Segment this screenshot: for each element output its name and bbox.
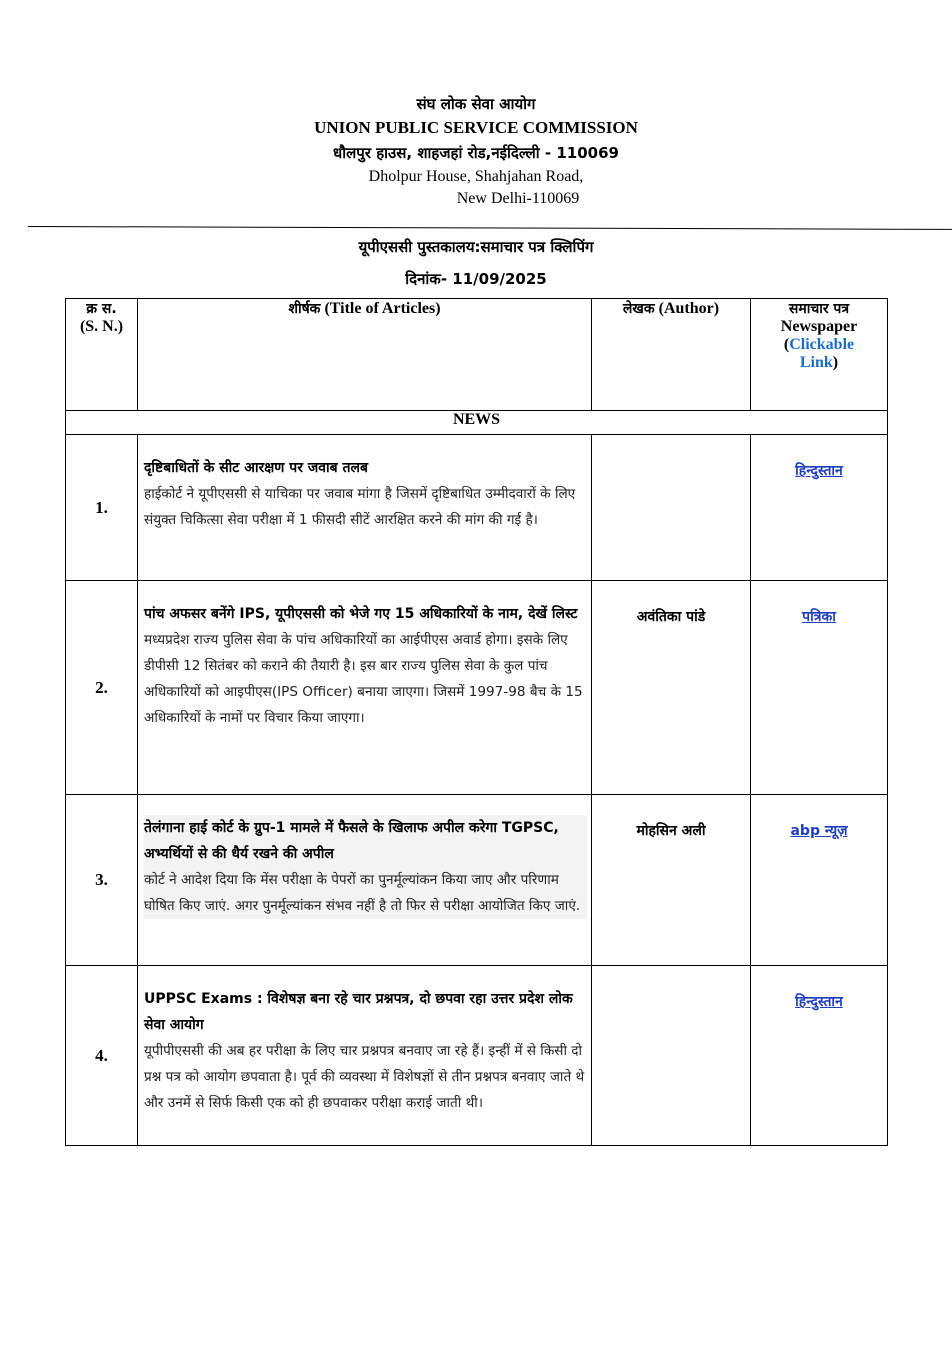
newspaper-cell <box>751 795 888 966</box>
row-serial: 1. <box>66 435 138 581</box>
document-date: दिनांक- 11/09/2025 <box>405 270 547 288</box>
col-header-clickable-note: (Clickable <box>783 336 855 353</box>
newspaper-link[interactable]: abp न्यूज़ <box>790 823 848 839</box>
article-title: UPPSC Exams : विशेषज्ञ बना रहे चार प्रश्नपत्र, दो छपवा रहा उत्तर प्रदेश लोक सेवा आयोग <box>144 991 573 1033</box>
article-summary: यूपीपीएससी की अब हर परीक्षा के लिए चार प्रश्नपत्र बनवाए जा रहे हैं। इन्हीं में से किसी दो प्रश्न पत्र को आयोग छपवाता है। पूर्व की व्यवस्था में विशेषज्ञों से तीन प्रश्नपत्र बनवाए जाते थे और उनमें से सिर्फ किसी एक को ही छपवाकर परीक्षा कराई जाती थी। <box>144 1043 585 1111</box>
col-header-sn <box>66 299 138 411</box>
col-header-sn-english: (S. N.) <box>79 318 124 335</box>
address-hindi: धौलपुर हाउस, शाहजहां रोड,नईदिल्ली - 110069 <box>333 144 619 162</box>
article-cell <box>138 966 592 1146</box>
address-english-line2: New Delhi-110069 <box>456 190 580 207</box>
article-cell <box>138 581 592 795</box>
document-subtitle: यूपीएससी पुस्तकालय:समाचार पत्र क्लिपिंग <box>358 238 594 256</box>
org-name-hindi: संघ लोक सेवा आयोग <box>416 95 536 113</box>
section-label: NEWS <box>66 411 888 435</box>
letterhead <box>0 92 952 210</box>
col-header-title-hindi: शीर्षक <box>288 301 321 317</box>
article-body <box>144 815 587 919</box>
row-serial: 2. <box>66 581 138 795</box>
newspaper-cell <box>751 581 888 795</box>
header-divider <box>28 226 952 230</box>
newspaper-link[interactable]: हिन्दुस्तान <box>795 463 843 479</box>
table-row <box>66 435 888 581</box>
newspaper-link[interactable]: पत्रिका <box>802 609 836 625</box>
article-title: पांच अफसर बनेंगे IPS, यूपीएससी को भेजे गए 15 अधिकारियों के नाम, देखें लिस्ट <box>144 606 578 622</box>
col-header-title-english: (Title of Articles) <box>324 300 441 317</box>
section-row <box>66 411 888 435</box>
article-summary: कोर्ट ने आदेश दिया कि मेंस परीक्षा के पेपरों का पुनर्मूल्यांकन किया जाए और परिणाम घोषित किए जाएं. अगर पुनर्मूल्यांकन संभव नहीं है तो फिर से परीक्षा आयोजित किए जाएं. <box>144 872 581 914</box>
col-header-author-english: (Author) <box>658 300 720 317</box>
article-cell <box>138 435 592 581</box>
table-row <box>66 581 888 795</box>
article-author: अवंतिका पांडे <box>592 581 751 795</box>
col-header-title <box>138 299 592 411</box>
article-cell <box>138 795 592 966</box>
col-header-newspaper-english: Newspaper <box>780 318 858 335</box>
address-english-line1: Dholpur House, Shahjahan Road, <box>368 168 584 185</box>
newspaper-cell <box>751 435 888 581</box>
col-header-clickable-note-2: Link) <box>799 354 839 371</box>
article-title: दृष्टिबाधितों के सीट आरक्षण पर जवाब तलब <box>144 460 368 476</box>
row-serial: 3. <box>66 795 138 966</box>
article-author: मोहसिन अली <box>592 795 751 966</box>
article-summary: मध्यप्रदेश राज्य पुलिस सेवा के पांच अधिकारियों का आईपीएस अवार्ड होगा। इसके लिए डीपीसी 12 सितंबर को कराने की तैयारी है। इस बार राज्य पुलिस सेवा के कुल पांच अधिकारियों को आइपीएस(IPS Officer) बनाया जाएगा। जिसमें 1997-98 बैच के 15 अधिकारियों के नामों पर विचार किया जाएगा। <box>144 632 583 726</box>
clipping-table <box>65 298 888 1146</box>
article-author <box>592 435 751 581</box>
col-header-newspaper <box>751 299 888 411</box>
col-header-author-hindi: लेखक <box>622 301 655 317</box>
org-name-english: UNION PUBLIC SERVICE COMMISSION <box>314 118 638 137</box>
newspaper-cell <box>751 966 888 1146</box>
col-header-sn-hindi: क्र स. <box>86 301 117 317</box>
row-serial: 4. <box>66 966 138 1146</box>
table-header-row <box>66 299 888 411</box>
col-header-author <box>592 299 751 411</box>
article-title: तेलंगाना हाई कोर्ट के ग्रुप-1 मामले में फैसले के खिलाफ अपील करेगा TGPSC, अभ्यर्थियों से की धैर्य रखने की अपील <box>144 820 559 862</box>
table-row <box>66 966 888 1146</box>
article-summary: हाईकोर्ट ने यूपीएससी से याचिका पर जवाब मांगा है जिसमें दृष्टिबाधित उम्मीदवारों के लिए संयुक्त चिकित्सा सेवा परीक्षा में 1 फीसदी सीटें आरक्षित करने की मांग की गई है। <box>144 486 576 528</box>
newspaper-link[interactable]: हिन्दुस्तान <box>795 994 843 1010</box>
table-row <box>66 795 888 966</box>
article-author <box>592 966 751 1146</box>
col-header-newspaper-hindi: समाचार पत्र <box>788 301 850 317</box>
